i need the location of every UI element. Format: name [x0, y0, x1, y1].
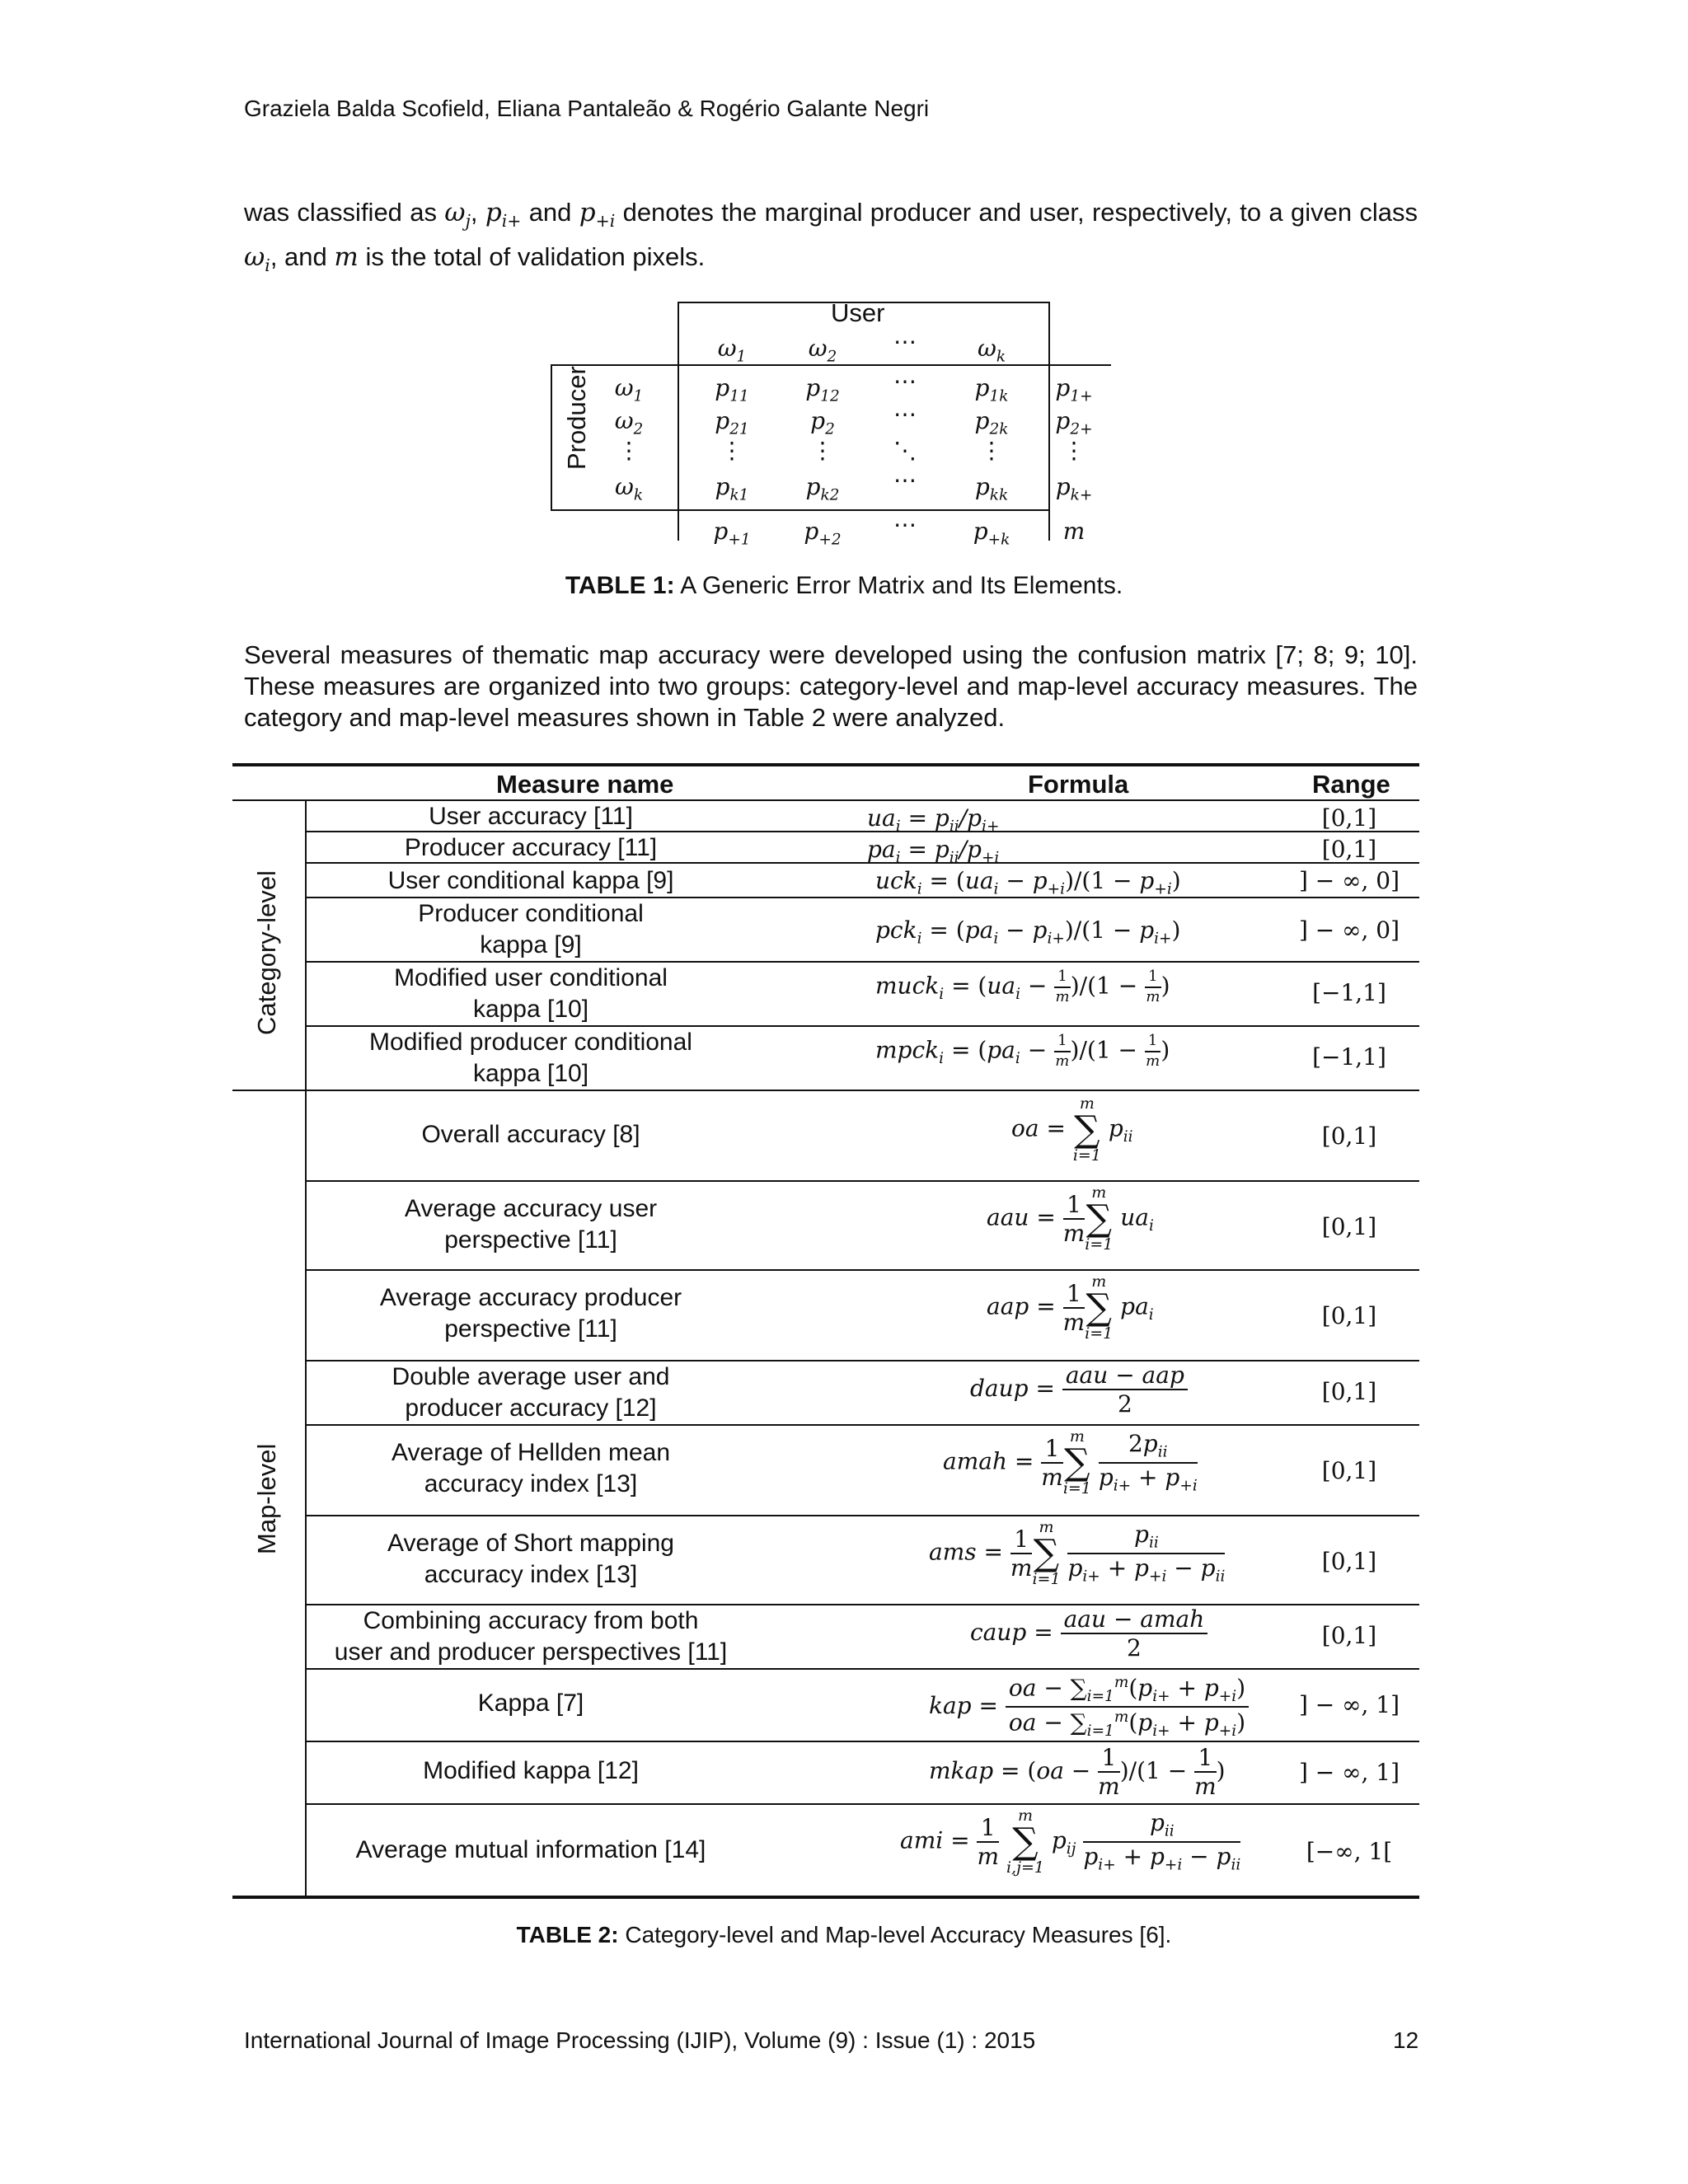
formula: kap = $\frac{oa - \sum_{i=1}^m(p_{i+} + p_{+i})}{oa - \sum_{i=1}^m(p_{i+} + p_{+i})}$ — [929, 1675, 1341, 1740]
ellipsis: ⋯ — [893, 401, 917, 428]
measure-name-line1: Producer conditional — [418, 900, 644, 927]
vdots: ⋮ — [980, 437, 1003, 464]
formula: $pa_i = p_{ii}/p_{+i}$ — [867, 836, 1000, 867]
intro-text-3: denotes the marginal producer and user, respectively, to a given class — [622, 198, 1418, 227]
header-formula: Formula — [1028, 770, 1129, 799]
accuracy-measures-table — [232, 763, 1419, 1899]
footer-page-number: 12 — [1393, 2027, 1419, 2053]
range: [−1,1] — [1312, 979, 1386, 1006]
row-marginal: $p_{k+}$ — [1055, 473, 1093, 504]
row-header: $\omega_2$ — [614, 407, 644, 438]
math-p-i-plus: $p_{i+}$ — [485, 198, 522, 232]
col-header: $\omega_2$ — [808, 335, 837, 366]
intro-text-4: , and — [270, 242, 327, 272]
formula: oa = m ∑ i=1 $p_{ii}$ — [1011, 1094, 1133, 1165]
measure-name-line1: Combining accuracy from both — [363, 1607, 699, 1634]
measure-name — [307, 963, 755, 1025]
table1-user-label: User — [831, 298, 885, 327]
measure-name: Modified kappa [12] — [423, 1757, 639, 1784]
divider — [307, 1668, 1419, 1670]
measure-name — [307, 898, 755, 961]
cell: $p_{11}$ — [715, 374, 749, 405]
divider — [678, 302, 679, 541]
col-marginal: $p_{+k}$ — [973, 518, 1010, 549]
formula: ami = $\frac{1}{m}$ m ∑ i,j=1 $p_{ij}$ $\frac{p_{ii}}{p_{i+} + p_{+i} - p_{ii}}$ — [900, 1807, 1241, 1877]
range: [0,1] — [1321, 1302, 1377, 1329]
measure-name: Producer accuracy [11] — [404, 834, 658, 861]
cell: $p_{kk}$ — [974, 473, 1009, 504]
divider — [551, 509, 1048, 511]
formula: amah = $\frac{1}{m}$ m ∑ i=1 $\frac{2p_{ii}}{p_{i+} + p_{+i}}$ — [943, 1427, 1198, 1497]
group-label-map-level: Map-level — [252, 1443, 281, 1554]
formula: aap = $\frac{1}{m}$ m ∑ i=1 $pa_i$ — [987, 1272, 1154, 1343]
range: [−1,1] — [1312, 1043, 1386, 1071]
measure-name-line1: Double average user and — [392, 1363, 670, 1390]
range: [0,1] — [1321, 1622, 1377, 1649]
formula: mpck$_i$ = ($pa_i$ − $\frac{1}{m}$ )/(1 − $\frac{1}{m}$ ) — [875, 1032, 1170, 1070]
math-omega-j: $\omega_j$ — [444, 198, 471, 232]
error-matrix-table — [551, 298, 1111, 549]
range: ] − ∞, 1] — [1298, 1759, 1400, 1786]
measure-name — [307, 1437, 755, 1500]
divider — [551, 364, 552, 509]
divider — [307, 1741, 1419, 1742]
table2-caption — [0, 1922, 1688, 1948]
measure-name — [307, 1282, 755, 1345]
measure-name — [307, 1193, 755, 1256]
measure-name: Kappa [7] — [477, 1690, 584, 1717]
table1-caption-label: TABLE 1: — [565, 572, 675, 599]
col-marginal: $p_{+1}$ — [713, 518, 751, 549]
intro-paragraph: was classified as $\omega_j$, $p_{i+}$ and $p_{+i}$ denotes the marginal producer and user, respectively, to a given class $\omega_i$, and m is the total of validation pixels. — [244, 198, 1418, 276]
range: ] − ∞, 1] — [1298, 1691, 1400, 1718]
table2-caption-label: TABLE 2: — [516, 1922, 619, 1947]
cell: $p_{21}$ — [715, 407, 749, 438]
table1-producer-label: Producer — [562, 366, 591, 470]
measure-name-line2: accuracy index [13] — [424, 1561, 638, 1588]
footer-journal: International Journal of Image Processing (IJIP), Volume (9) : Issue (1) : 2015 — [244, 2027, 1036, 2053]
cell: $p_{12}$ — [805, 374, 840, 405]
cell: $p_{k1}$ — [715, 473, 749, 504]
measure-name: Average mutual information [14] — [355, 1836, 706, 1863]
measure-name-line2: kappa [10] — [472, 1060, 589, 1087]
measure-name — [307, 1528, 755, 1591]
range: [0,1] — [1321, 1122, 1377, 1150]
math-m: m — [334, 242, 359, 273]
range: [0,1] — [1321, 1378, 1377, 1405]
top-rule — [232, 763, 1419, 766]
intro-text-2: and — [528, 198, 572, 227]
header-range: Range — [1312, 770, 1390, 799]
measures-paragraph: Several measures of thematic map accuracy were developed using the confusion matrix [7; 8; 9; 10]. These measures are organized into two groups: category-level and map-level accuracy measures. The category and map-level measures shown in Table 2 were analyzed. — [244, 640, 1418, 732]
row-marginal: $p_{1+}$ — [1055, 374, 1093, 405]
cell: $p_2$ — [810, 407, 835, 438]
measure-name-line1: Average of Hellden mean — [392, 1439, 670, 1466]
ellipsis: ⋯ — [893, 328, 917, 355]
range: [0,1] — [1321, 836, 1377, 863]
vdots: ⋮ — [1062, 437, 1085, 464]
formula: $ua_i = p_{ii}/p_{i+}$ — [867, 804, 1000, 836]
table2-caption-text: Category-level and Map-level Accuracy Measures [6]. — [625, 1922, 1172, 1947]
divider — [307, 1803, 1419, 1805]
measure-name-line1: Modified producer conditional — [369, 1029, 692, 1056]
math-p-plus-i: $p_{+i}$ — [579, 198, 616, 232]
vdots: ⋮ — [617, 437, 640, 464]
formula: ams = $\frac{1}{m}$ m ∑ i=1 $\frac{p_{ii}}{p_{i+} + p_{+i} - p_{ii}}$ — [929, 1518, 1226, 1588]
measure-name-line2: perspective [11] — [444, 1226, 617, 1254]
intro-text-1: was classified as — [244, 198, 437, 227]
page-header-authors: Graziela Balda Scofield, Eliana Pantaleão & Rogério Galante Negri — [244, 96, 930, 121]
measure-name-line1: Modified user conditional — [394, 964, 668, 991]
measure-name — [307, 1605, 755, 1668]
measure-name-line1: Average of Short mapping — [387, 1530, 674, 1557]
row-header: $\omega_k$ — [614, 473, 644, 504]
cell: $p_{k2}$ — [805, 473, 840, 504]
range: ] − ∞, 0] — [1298, 867, 1400, 894]
cell: $p_{2k}$ — [974, 407, 1009, 438]
range: [0,1] — [1321, 804, 1377, 832]
measure-name-line2: perspective [11] — [444, 1315, 617, 1343]
table1-caption — [0, 572, 1688, 600]
range: [0,1] — [1321, 1213, 1377, 1240]
measure-name-line2: kappa [10] — [472, 996, 589, 1023]
total-m: m — [1062, 518, 1085, 545]
formula: caup = $\frac{\text{aau − amah}}{2}$ — [970, 1607, 1382, 1661]
vdots: ⋮ — [720, 437, 743, 464]
measure-name-line2: producer accuracy [12] — [405, 1394, 657, 1422]
range: [−∞, 1[ — [1306, 1838, 1393, 1865]
measure-name-line2: kappa [9] — [480, 931, 582, 958]
measure-name-line1: Average accuracy producer — [379, 1284, 682, 1311]
math-omega-i: $\omega_i$ — [244, 242, 270, 276]
row-header: $\omega_1$ — [614, 374, 644, 405]
formula: mkap = (oa − $\frac{1}{m}$ )/(1 − $\frac{1}{m}$ ) — [929, 1744, 1226, 1801]
measure-name — [307, 1361, 755, 1424]
range: [0,1] — [1321, 1457, 1377, 1484]
measure-name-line1: Average accuracy user — [404, 1195, 658, 1222]
col-marginal: $p_{+2}$ — [804, 518, 842, 549]
ddots: ⋱ — [893, 437, 917, 464]
col-header: $\omega_1$ — [717, 335, 747, 366]
divider — [307, 1269, 1419, 1271]
formula: $pck_i = (pa_i - p_{i+})/(1 - p_{i+})$ — [875, 916, 1181, 948]
bottom-rule — [232, 1896, 1419, 1899]
cell: $p_{1k}$ — [974, 374, 1009, 405]
formula: muck$_i$ = ($ua_i$ − $\frac{1}{m}$ )/(1 − $\frac{1}{m}$ ) — [875, 968, 1170, 1005]
range: ] − ∞, 0] — [1298, 916, 1400, 944]
measure-name: Overall accuracy [8] — [421, 1121, 640, 1148]
measure-name: User conditional kappa [9] — [387, 867, 674, 894]
measure-name: User accuracy [11] — [429, 803, 633, 830]
group-divider — [232, 1090, 1419, 1091]
measure-name — [307, 1027, 755, 1090]
ellipsis: ⋯ — [893, 368, 917, 395]
divider — [307, 1424, 1419, 1426]
ellipsis: ⋯ — [893, 511, 917, 538]
divider — [307, 1180, 1419, 1182]
col-header: $\omega_k$ — [977, 335, 1006, 366]
measure-name-line2: user and producer perspectives [11] — [334, 1638, 728, 1666]
header-measure-name: Measure name — [496, 770, 674, 799]
ellipsis: ⋯ — [893, 466, 917, 494]
table1-caption-text: A Generic Error Matrix and Its Elements. — [680, 572, 1123, 599]
group-label-category-level: Category-level — [252, 870, 281, 1035]
measure-name-line2: accuracy index [13] — [424, 1470, 638, 1497]
intro-text-5: is the total of validation pixels. — [365, 242, 706, 272]
vdots: ⋮ — [811, 437, 834, 464]
formula: daup = $\frac{\text{aau − aap}}{2}$ — [970, 1363, 1382, 1417]
row-marginal: $p_{2+}$ — [1055, 407, 1093, 438]
formula: $uck_i = (ua_i - p_{+i})/(1 - p_{+i})$ — [875, 867, 1181, 898]
divider — [307, 1515, 1419, 1516]
range: [0,1] — [1321, 1548, 1377, 1575]
formula: aau = $\frac{1}{m}$ m ∑ i=1 $ua_i$ — [987, 1183, 1154, 1254]
